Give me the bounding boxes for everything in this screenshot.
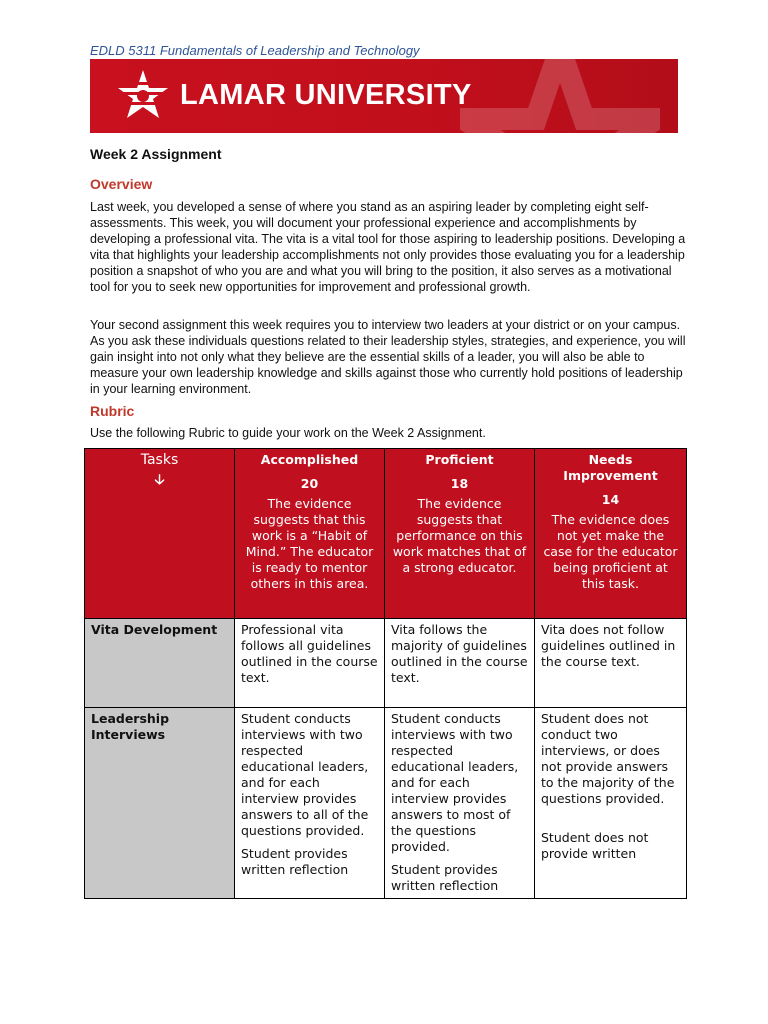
rubric-header-row [85, 449, 687, 619]
table-row [85, 708, 687, 899]
vita-proficient: Vita follows the majority of guidelines outlined in the course text. [385, 619, 535, 708]
interviews-accomplished-text: Student conducts interviews with two respected educational leaders, and for each interview provides answers to all of the questions provided. [241, 711, 369, 838]
interviews-accomplished-reflection: Student provides written reflection [241, 846, 349, 877]
interviews-proficient-reflection: Student provides written reflection [391, 862, 499, 893]
rubric-heading: Rubric [90, 403, 135, 419]
university-name: LAMAR UNIVERSITY [180, 79, 472, 111]
rubric-table [84, 448, 687, 899]
vita-accomplished: Professional vita follows all guidelines outlined in the course text. [235, 619, 385, 708]
task-vita-development: Vita Development [85, 619, 235, 708]
down-arrow-icon: 🡣 [154, 472, 165, 488]
interviews-accomplished [235, 708, 385, 899]
overview-paragraph-1: Last week, you developed a sense of where you stand as an aspiring leader by completing eight self-assessments. This week, you will document your professional experience and accomplishments by developing a professional vita. The vita is a vital tool for those aspiring to leadership positions. Developing a vita that highlights your leadership accomplishments not only provides those evaluating you for a leadership position a snapshot of who you are and what you will bring to the position, it also serves as a motivational tool for you to seek new opportunities for improvement and professional growth. [90, 200, 686, 294]
interviews-proficient-text: Student conducts interviews with two respected educational leaders, and for each interview provides answers to most of the questions provided. [391, 711, 519, 854]
overview-heading: Overview [90, 176, 153, 192]
header-tasks: Tasks 🡣 [85, 449, 235, 619]
header-accomplished: Accomplished 20 The evidence suggests that this work is a “Habit of Mind.” The educator is ready to mentor others in this area. [235, 449, 385, 619]
table-row [85, 619, 687, 708]
header-proficient: Proficient 18 The evidence suggests that performance on this work matches that of a strong educator. [385, 449, 535, 619]
lamar-star-logo-icon [114, 68, 172, 126]
header-needs-improvement: Needs Improvement 14 The evidence does not yet make the case for the educator being proficient at this task. [535, 449, 687, 619]
star-watermark-icon [460, 59, 660, 133]
course-title: EDLD 5311 Fundamentals of Leadership and Technology [90, 43, 420, 58]
task-leadership-interviews: Leadership Interviews [85, 708, 235, 899]
vita-needs-improvement: Vita does not follow guidelines outlined in the course text. [535, 619, 687, 708]
interviews-needs-reflection: Student does not provide written [541, 830, 649, 861]
interviews-needs-improvement [535, 708, 687, 899]
assignment-title: Week 2 Assignment [90, 146, 222, 162]
university-banner [90, 59, 678, 133]
interviews-needs-text: Student does not conduct two interviews, or does not provide answers to the majority of the questions provided. [541, 711, 675, 806]
overview-paragraph-2: Your second assignment this week requires you to interview two leaders at your district or on your campus. As you ask these individuals questions related to their leadership styles, strategies, and experience, you will gain insight into not only what they believe are the essential skills of a leader, you will also be able to measure your own leadership knowledge and skills against those who currently hold positions of leadership in your learning environment. [90, 318, 686, 396]
interviews-proficient [385, 708, 535, 899]
rubric-intro: Use the following Rubric to guide your work on the Week 2 Assignment. [90, 426, 486, 440]
